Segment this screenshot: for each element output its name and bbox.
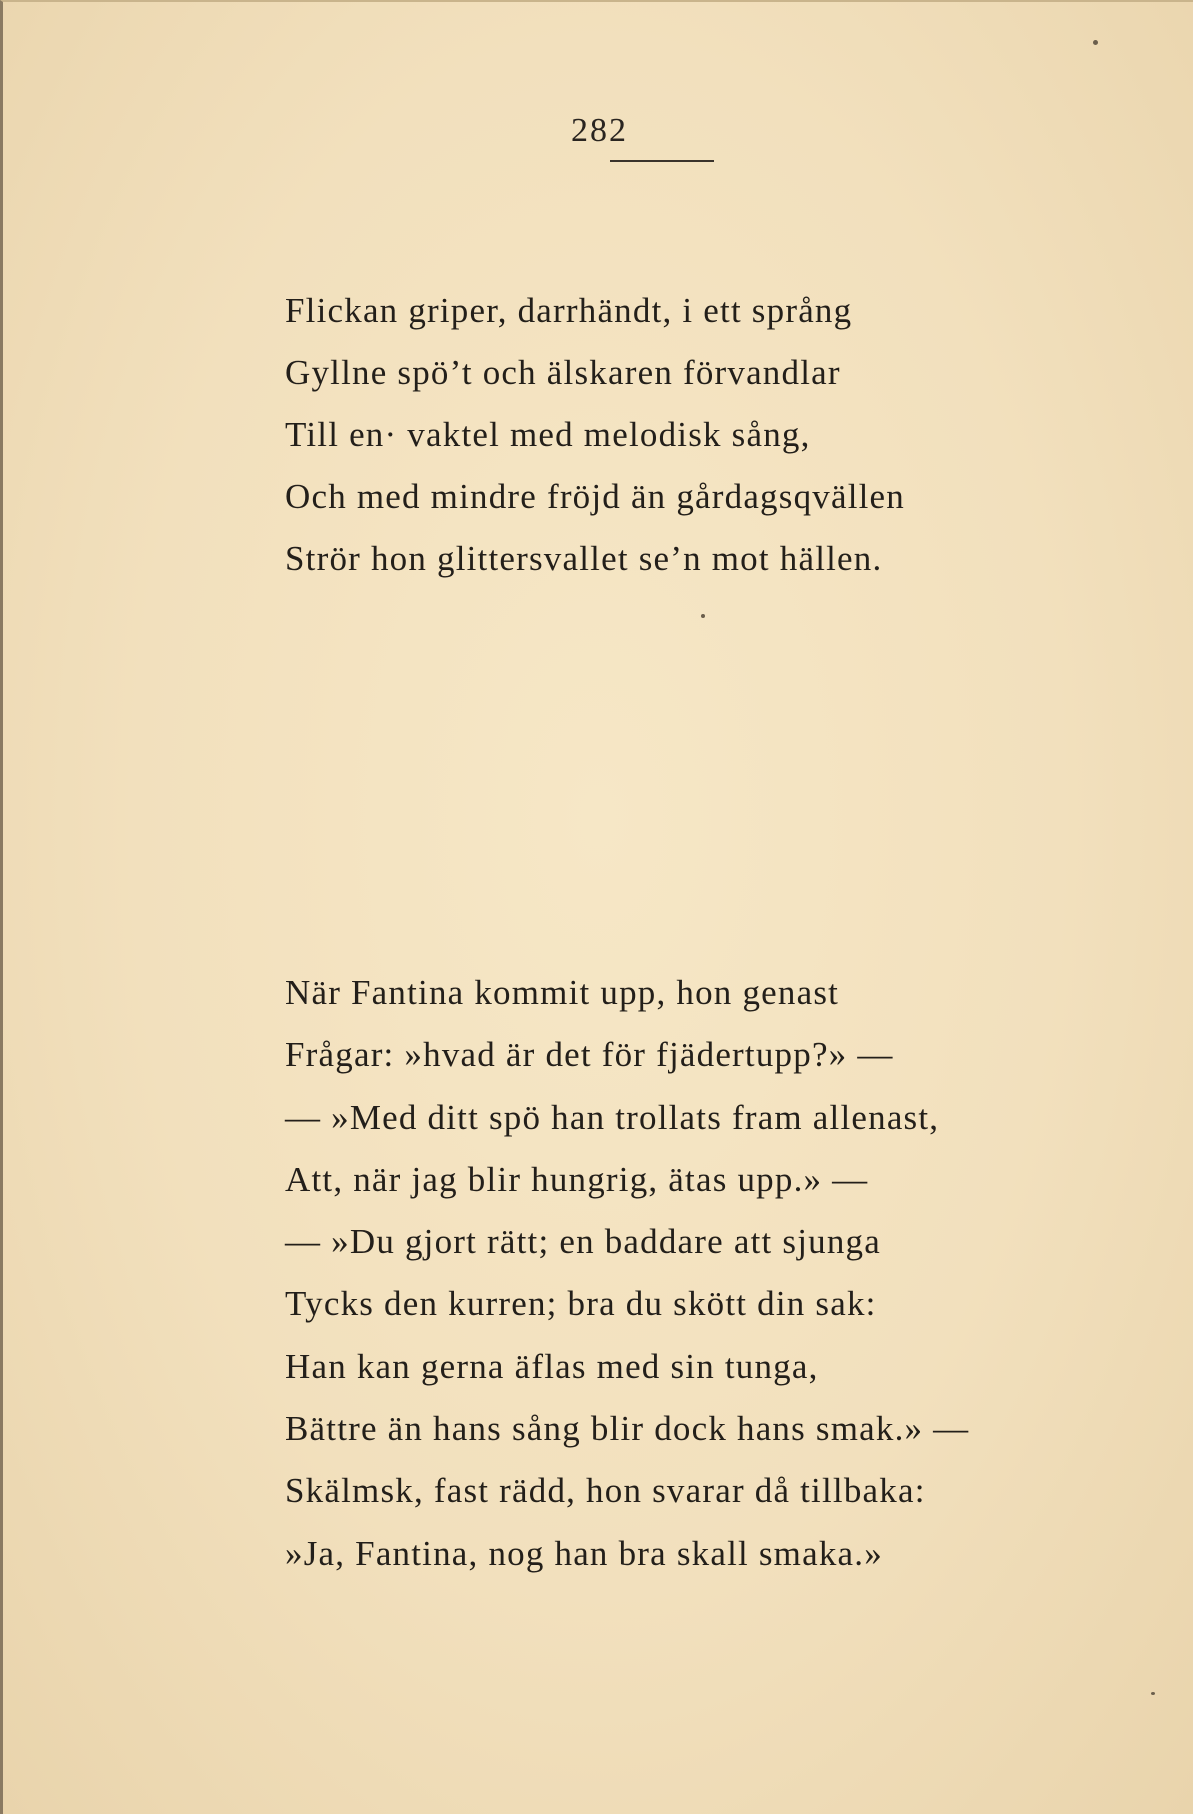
verse-line: Bättre än hans sång blir dock hans smak.» — — [285, 1409, 970, 1449]
verse-line: — »Du gjort rätt; en baddare att sjunga — [285, 1222, 881, 1262]
verse-line: Och med mindre fröjd än gårdagsqvällen — [285, 477, 905, 516]
verse-line: Gyllne spö’t och älskaren förvandlar — [285, 353, 841, 392]
page-number: 282 — [571, 112, 628, 149]
verse-line: Till en· vaktel med melodisk sång, — [285, 415, 811, 454]
verse-line: — »Med ditt spö han trollats fram allenast, — [285, 1097, 940, 1137]
verse-line: Flickan griper, darrhändt, i ett språng — [285, 291, 853, 330]
verse-line: När Fantina kommit upp, hon genast — [285, 973, 840, 1012]
stanza-2 — [285, 962, 1145, 1585]
verse-line: Frågar: »hvad är det för fjädertupp?» — — [285, 1035, 894, 1075]
paper-speck — [701, 614, 705, 618]
verse-line: Tycks den kurren; bra du skött din sak: — [285, 1284, 877, 1324]
verse-line: Strör hon glittersvallet se’n mot hällen. — [285, 539, 883, 578]
verse-line: »Ja, Fantina, nog han bra skall smaka.» — [285, 1533, 883, 1573]
verse-line: Han kan gerna äflas med sin tunga, — [285, 1346, 819, 1386]
verse-line: Att, när jag blir hungrig, ätas upp.» — — [285, 1159, 869, 1199]
verse-line: Skälmsk, fast rädd, hon svarar då tillbaka: — [285, 1471, 926, 1511]
stanza-1 — [285, 280, 1145, 590]
page-number-rule — [610, 160, 714, 162]
paper-speck — [1093, 40, 1098, 45]
paper-speck — [1151, 1692, 1155, 1695]
